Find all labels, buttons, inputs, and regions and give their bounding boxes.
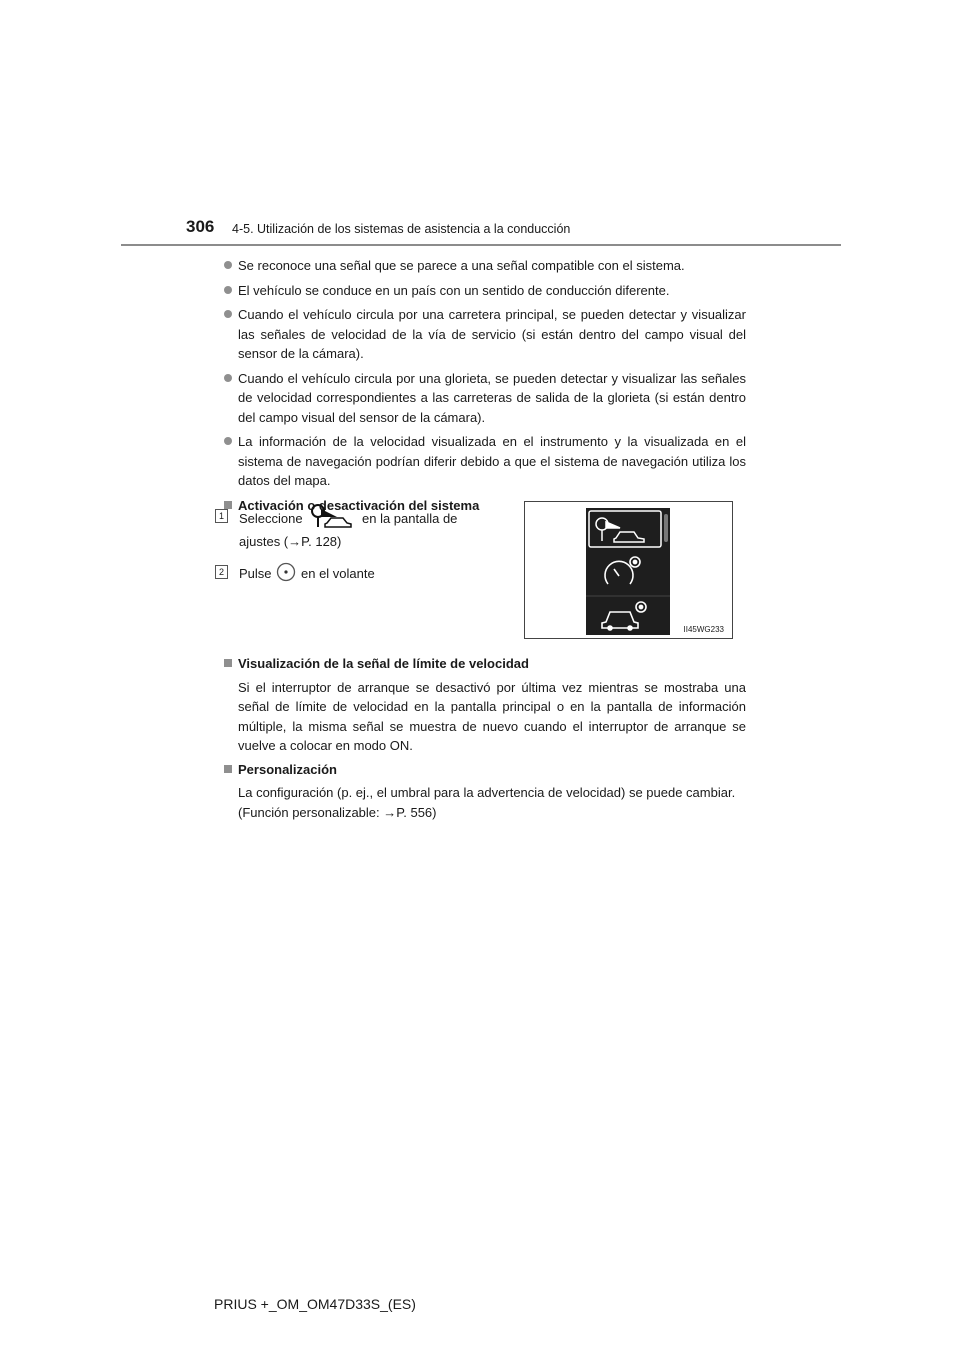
display-text: Si el interruptor de arranque se desactivó por última vez mientras se mostraba una señal de límite de velocidad en la pantalla principal o en la pantalla de información múltiple, la misma señal se muestra de nuevo cuando el interruptor de arranque se vuelve a colocar en modo ON. bbox=[238, 679, 746, 753]
step-2-number: 2 bbox=[215, 565, 228, 579]
step-1-number: 1 bbox=[215, 509, 228, 523]
list-item: Cuando el vehículo circula por una carretera principal, se pueden detectar y visualizar las señales de velocidad de la vía de servicio (si están dentro del campo visual del sensor de la cámara). bbox=[223, 305, 746, 364]
step-2-post: en el volante bbox=[301, 566, 375, 581]
road-sign-car-icon bbox=[309, 503, 355, 529]
car-gear-icon bbox=[602, 602, 646, 630]
list-item: Se reconoce una señal que se parece a una señal compatible con el sistema. bbox=[223, 256, 746, 276]
activation-heading: Activación o desactivación del sistema bbox=[223, 496, 746, 516]
step-1-post: en la pantalla de bbox=[362, 511, 458, 526]
notes-block bbox=[223, 654, 746, 826]
display-screen bbox=[586, 508, 670, 635]
list-item: El vehículo se conduce en un país con un sentido de conducción diferente. bbox=[223, 281, 746, 301]
step-1-pre: Seleccione bbox=[239, 511, 303, 526]
section-title: 4-5. Utilización de los sistemas de asistencia a la conducción bbox=[232, 222, 571, 236]
page-number: 306 bbox=[186, 217, 215, 236]
road-sign-car-icon bbox=[596, 518, 644, 542]
list-item: La información de la velocidad visualizada en el instrumento y la visualizada en el sistema de navegación podrían diferir debido a que el sistema de navegación utiliza los datos del mapa. bbox=[223, 432, 746, 491]
figure-id: II45WG233 bbox=[683, 625, 724, 634]
settings-screen-figure bbox=[524, 501, 733, 639]
step-1-text bbox=[239, 511, 303, 526]
list-item: Cuando el vehículo circula por una glorieta, se pueden detectar y visualizar las señales de velocidad correspondientes a las carreteras de salida de la glorieta (si están dentro del campo visual del sensor de la cámara). bbox=[223, 369, 746, 428]
footer-code: PRIUS +_OM_OM47D33S_(ES) bbox=[214, 1296, 416, 1312]
bullet-list bbox=[223, 256, 746, 519]
custom-heading: Personalización bbox=[223, 760, 746, 780]
header-rule bbox=[121, 244, 841, 246]
custom-line-1: La configuración (p. ej., el umbral para la advertencia de velocidad) se puede cambiar. bbox=[238, 785, 736, 800]
display-heading: Visualización de la señal de límite de velocidad bbox=[223, 654, 746, 674]
speedometer-gear-icon bbox=[605, 557, 640, 584]
step-1-line2: ajustes (→P. 128) bbox=[239, 534, 342, 549]
steering-switch-icon bbox=[276, 562, 296, 582]
custom-line-2: (Función personalizable: →P. 556) bbox=[238, 804, 437, 820]
step-2-pre: Pulse bbox=[239, 566, 272, 581]
